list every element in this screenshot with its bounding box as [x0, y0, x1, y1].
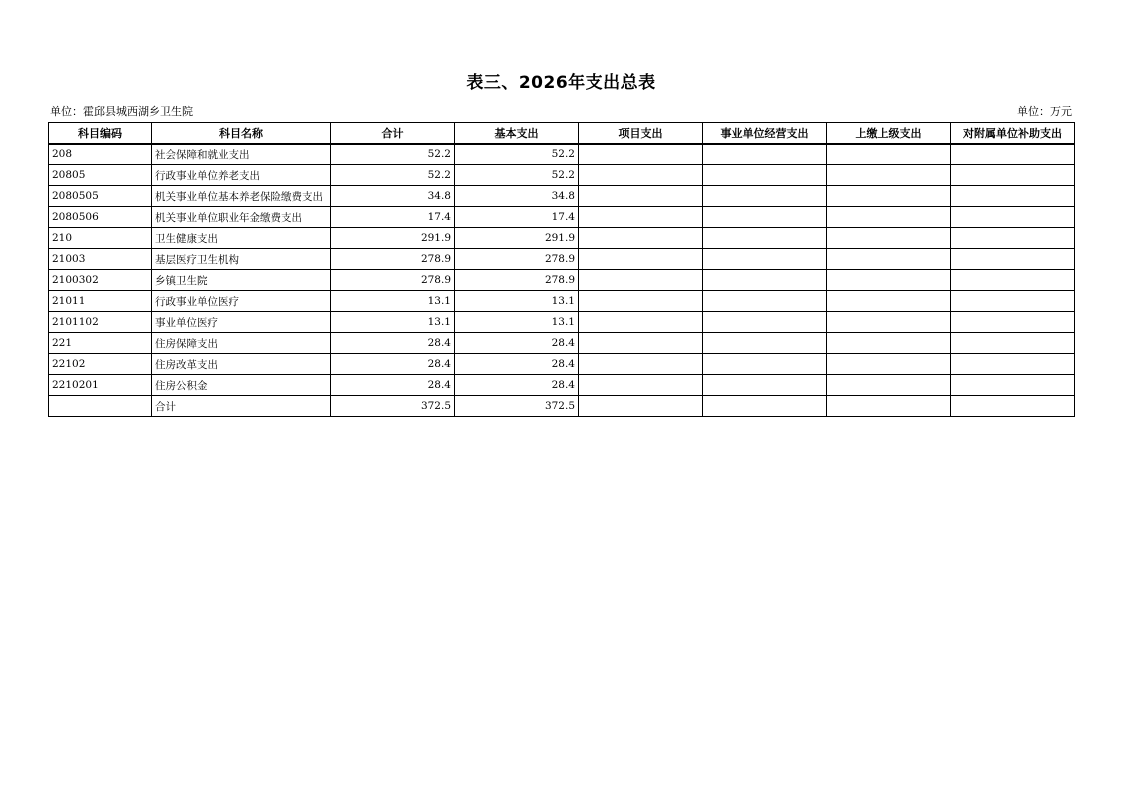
total-cell: 13.1: [331, 291, 455, 312]
table-row: [49, 270, 1075, 291]
table-row: [49, 375, 1075, 396]
business-cell: [703, 333, 827, 354]
basic-cell: 28.4: [455, 354, 579, 375]
project-cell: [579, 291, 703, 312]
business-cell: [703, 354, 827, 375]
code-cell: 2210201: [49, 375, 152, 396]
business-cell: [703, 228, 827, 249]
code-cell: 208: [49, 144, 152, 165]
total-business-cell: [703, 396, 827, 417]
unit-organization-label: 单位：霍邱县城西湖乡卫生院: [50, 105, 193, 118]
code-cell: 2080505: [49, 186, 152, 207]
total-project-cell: [579, 396, 703, 417]
code-cell: 22102: [49, 354, 152, 375]
business-cell: [703, 375, 827, 396]
subsidy-cell: [951, 375, 1075, 396]
basic-cell: 28.4: [455, 333, 579, 354]
column-header-total: 合计: [331, 123, 455, 144]
column-header-upper: 上缴上级支出: [827, 123, 951, 144]
subsidy-cell: [951, 333, 1075, 354]
upper-cell: [827, 228, 951, 249]
project-cell: [579, 144, 703, 165]
expenditure-table: [48, 122, 1075, 417]
total-cell: 13.1: [331, 312, 455, 333]
total-subsidy-cell: [951, 396, 1075, 417]
total-basic-cell: 372.5: [455, 396, 579, 417]
name-cell: 社会保障和就业支出: [152, 144, 331, 165]
table-row: [49, 186, 1075, 207]
table-row: [49, 228, 1075, 249]
project-cell: [579, 270, 703, 291]
upper-cell: [827, 375, 951, 396]
upper-cell: [827, 165, 951, 186]
project-cell: [579, 375, 703, 396]
code-cell: 21011: [49, 291, 152, 312]
column-header-subsidy: 对附属单位补助支出: [951, 123, 1075, 144]
name-cell: 机关事业单位基本养老保险缴费支出: [152, 186, 331, 207]
total-upper-cell: [827, 396, 951, 417]
page-title: 表三、2026年支出总表: [466, 73, 656, 93]
subsidy-cell: [951, 354, 1075, 375]
total-cell: 34.8: [331, 186, 455, 207]
total-sum-cell: 372.5: [331, 396, 455, 417]
business-cell: [703, 270, 827, 291]
basic-cell: 34.8: [455, 186, 579, 207]
code-cell: 210: [49, 228, 152, 249]
column-header-code: 科目编码: [49, 123, 152, 144]
code-cell: 2080506: [49, 207, 152, 228]
basic-cell: 28.4: [455, 375, 579, 396]
upper-cell: [827, 249, 951, 270]
project-cell: [579, 186, 703, 207]
upper-cell: [827, 354, 951, 375]
code-cell: 2101102: [49, 312, 152, 333]
upper-cell: [827, 291, 951, 312]
business-cell: [703, 186, 827, 207]
subsidy-cell: [951, 270, 1075, 291]
total-cell: 52.2: [331, 165, 455, 186]
business-cell: [703, 291, 827, 312]
code-cell: 221: [49, 333, 152, 354]
name-cell: 乡镇卫生院: [152, 270, 331, 291]
name-cell: 机关事业单位职业年金缴费支出: [152, 207, 331, 228]
name-cell: 住房保障支出: [152, 333, 331, 354]
table-row: [49, 165, 1075, 186]
upper-cell: [827, 333, 951, 354]
upper-cell: [827, 270, 951, 291]
total-code-cell: [49, 396, 152, 417]
total-name-cell: 合计: [152, 396, 331, 417]
total-cell: 278.9: [331, 249, 455, 270]
subsidy-cell: [951, 207, 1075, 228]
name-cell: 行政事业单位医疗: [152, 291, 331, 312]
basic-cell: 278.9: [455, 249, 579, 270]
basic-cell: 52.2: [455, 144, 579, 165]
total-cell: 17.4: [331, 207, 455, 228]
project-cell: [579, 165, 703, 186]
unit-currency-label: 单位：万元: [1017, 105, 1072, 118]
project-cell: [579, 249, 703, 270]
table-row: [49, 144, 1075, 165]
basic-cell: 13.1: [455, 291, 579, 312]
upper-cell: [827, 144, 951, 165]
table-total-row: [49, 396, 1075, 417]
code-cell: 2100302: [49, 270, 152, 291]
column-header-project: 项目支出: [579, 123, 703, 144]
total-cell: 28.4: [331, 354, 455, 375]
column-header-basic: 基本支出: [455, 123, 579, 144]
total-cell: 28.4: [331, 375, 455, 396]
project-cell: [579, 312, 703, 333]
column-header-name: 科目名称: [152, 123, 331, 144]
name-cell: 住房公积金: [152, 375, 331, 396]
business-cell: [703, 207, 827, 228]
table-row: [49, 249, 1075, 270]
total-cell: 291.9: [331, 228, 455, 249]
name-cell: 基层医疗卫生机构: [152, 249, 331, 270]
column-header-business: 事业单位经营支出: [703, 123, 827, 144]
basic-cell: 13.1: [455, 312, 579, 333]
code-cell: 21003: [49, 249, 152, 270]
table-header-row: [49, 123, 1075, 144]
basic-cell: 278.9: [455, 270, 579, 291]
upper-cell: [827, 207, 951, 228]
subsidy-cell: [951, 291, 1075, 312]
business-cell: [703, 249, 827, 270]
subsidy-cell: [951, 186, 1075, 207]
subsidy-cell: [951, 228, 1075, 249]
name-cell: 住房改革支出: [152, 354, 331, 375]
upper-cell: [827, 312, 951, 333]
table-row: [49, 333, 1075, 354]
subsidy-cell: [951, 144, 1075, 165]
total-cell: 52.2: [331, 144, 455, 165]
project-cell: [579, 207, 703, 228]
table-row: [49, 354, 1075, 375]
table-row: [49, 291, 1075, 312]
business-cell: [703, 144, 827, 165]
table-row: [49, 207, 1075, 228]
business-cell: [703, 165, 827, 186]
basic-cell: 17.4: [455, 207, 579, 228]
subsidy-cell: [951, 249, 1075, 270]
name-cell: 行政事业单位养老支出: [152, 165, 331, 186]
subsidy-cell: [951, 165, 1075, 186]
project-cell: [579, 228, 703, 249]
name-cell: 卫生健康支出: [152, 228, 331, 249]
business-cell: [703, 312, 827, 333]
name-cell: 事业单位医疗: [152, 312, 331, 333]
table-row: [49, 312, 1075, 333]
code-cell: 20805: [49, 165, 152, 186]
project-cell: [579, 354, 703, 375]
basic-cell: 52.2: [455, 165, 579, 186]
project-cell: [579, 333, 703, 354]
upper-cell: [827, 186, 951, 207]
subsidy-cell: [951, 312, 1075, 333]
total-cell: 278.9: [331, 270, 455, 291]
total-cell: 28.4: [331, 333, 455, 354]
basic-cell: 291.9: [455, 228, 579, 249]
